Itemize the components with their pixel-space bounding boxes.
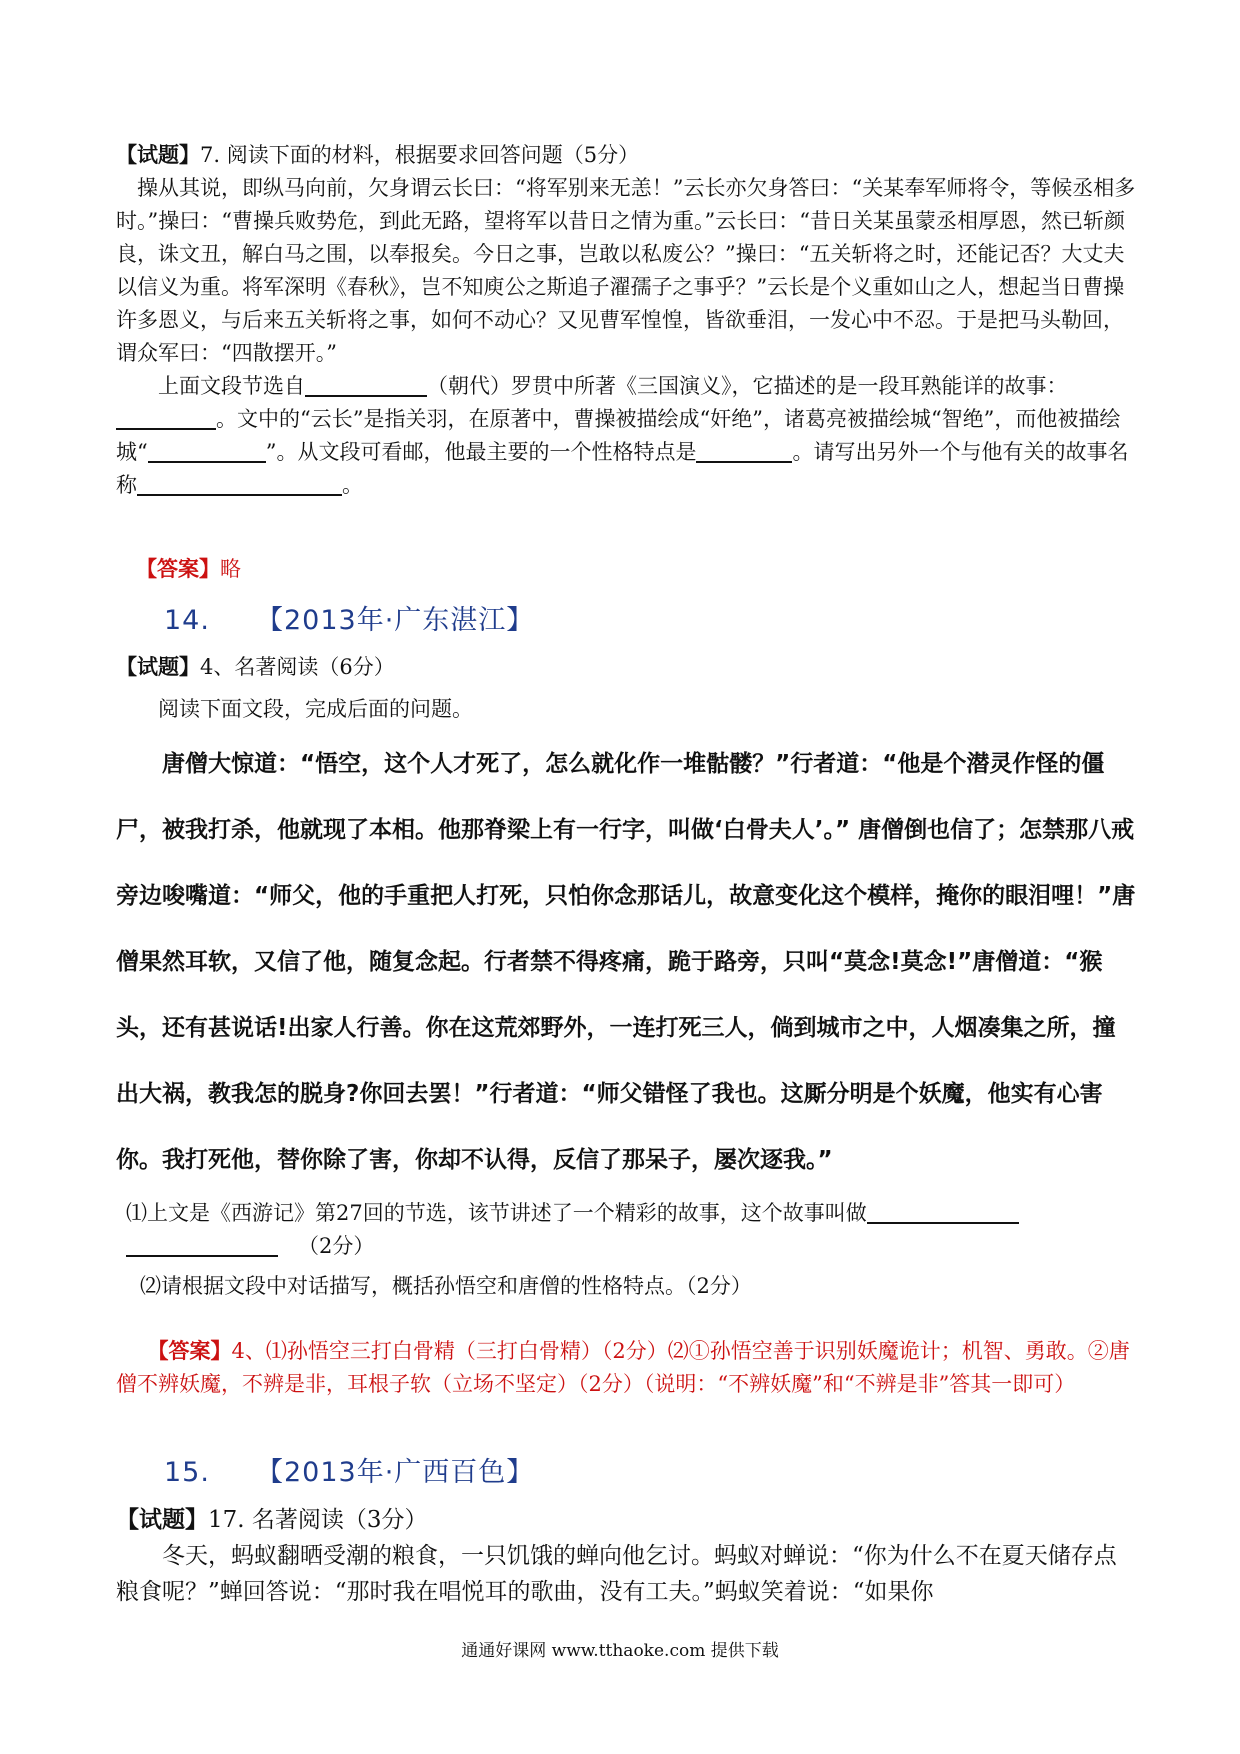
page-footer: 通通好课网 www.tthaoke.com 提供下载 bbox=[461, 1641, 779, 1661]
answer-7: 【答案】略 bbox=[136, 556, 241, 581]
blank-story-name-cont bbox=[126, 1233, 278, 1257]
section-title: 【2013年·广东湛江】 bbox=[256, 605, 535, 636]
question-7 bbox=[116, 138, 1138, 502]
blank-story-name bbox=[137, 472, 342, 496]
question-7-title: 【试题】7. 阅读下面的材料，根据要求回答问题（5分） bbox=[116, 142, 640, 167]
question-4-sub2: ⑵请根据文段中对话描写，概括孙悟空和唐僧的性格特点。（2分） bbox=[140, 1274, 752, 1298]
question-17-passage: 冬天，蚂蚁翻晒受潮的粮食，一只饥饿的蝉向他乞讨。蚂蚁对蝉说：“你为什么不在夏天储存点粮食呢？”蝉回答说：“那时我在唱悦耳的歌曲，没有工夫。”蚂蚁笑着说：“如果你 bbox=[116, 1543, 1117, 1605]
blank-dynasty bbox=[305, 373, 427, 397]
question-label: 【试题】 bbox=[116, 654, 200, 679]
blank-title bbox=[148, 439, 266, 463]
section-number: 14. bbox=[164, 605, 210, 636]
question-label: 【试题】 bbox=[116, 142, 200, 167]
section-title: 【2013年·广西百色】 bbox=[256, 1457, 535, 1488]
question-7-passage: 操从其说，即纵马向前，欠身谓云长曰：“将军别来无恙！”云长亦欠身答曰：“关某奉军师将令，等候丞相多时。”操曰：“曹操兵败势危，到此无路，望将军以昔日之情为重。”云长曰：“昔日关某虽蒙丞相厚恩，然已斩颜良，诛文丑，解白马之围，以奉报矣。今日之事，岂敢以私废公？”操曰：“五关斩将之时，还能记否？大丈夫以信义为重。将军深明《春秋》，岂不知庾公之斯追子濯孺子之事乎？”云长是个义重如山之人，想起当日曹操许多恩义，与后来五关斩将之事，如何不动心？又见曹军惶惶，皆欲垂泪，一发心中不忍。于是把马头勒回，谓众军曰：“四散摆开。” bbox=[116, 176, 1136, 365]
blank-story bbox=[116, 406, 216, 430]
blank-trait bbox=[696, 439, 792, 463]
question-7-prompt: 上面文段节选自 （朝代）罗贯中所著《三国演义》，它描述的是一段耳熟能详的故事：。文中的“云长”是指关羽，在原著中，曹操被描绘成“奸绝”，诸葛亮被描绘城“智绝”，而他被描绘城“ ”。从文段可看邮，他最主要的一个性格特点是 。请写出另外一个与他有关的故事名称 。 bbox=[116, 374, 1129, 497]
blank-story-name bbox=[867, 1200, 1019, 1224]
question-17-title: 【试题】17. 名著阅读（3分） bbox=[116, 1506, 428, 1533]
section-14-heading bbox=[164, 598, 534, 637]
section-number: 15. bbox=[164, 1457, 210, 1488]
section-15-heading bbox=[164, 1450, 534, 1489]
question-4-title: 【试题】4、名著阅读（6分） bbox=[116, 654, 395, 679]
question-4-sub1: ⑴上文是《西游记》第27回的节选，该节讲述了一个精彩的故事，这个故事叫做 （2分） bbox=[126, 1197, 1126, 1263]
question-4-passage: 唐僧大惊道：“悟空，这个人才死了，怎么就化作一堆骷髅？”行者道：“他是个潜灵作怪的僵尸，被我打杀，他就现了本相。他那脊梁上有一行字，叫做‘白骨夫人’。” 唐僧倒也信了；怎禁那八戒旁边唆嘴道：“师父，他的手重把人打死，只怕你念那话儿，故意变化这个模样，掩你的眼泪哩！”唐僧果然耳软，又信了他，随复念起。行者禁不得疼痛，跪于路旁，只叫“莫念!莫念!”唐僧道：“猴头，还有甚说话!出家人行善。你在这荒郊野外，一连打死三人，倘到城市之中，人烟凑集之所，撞出大祸，教我怎的脱身?你回去罢！”行者道：“师父错怪了我也。这厮分明是个妖魔，他实有心害你。我打死他，替你除了害，你却不认得，反信了那呆子，屡次逐我。” bbox=[116, 751, 1136, 1173]
question-label: 【试题】 bbox=[116, 1506, 208, 1533]
question-17 bbox=[116, 1502, 1138, 1610]
answer-4: 【答案】4、⑴孙悟空三打白骨精（三打白骨精）（2分）⑵①孙悟空善于识别妖魔诡计；机智、勇敢。②唐僧不辨妖魔，不辨是非，耳根子软（立场不坚定）（2分）（说明：“不辨妖魔”和“不辨是非”答其一即可） bbox=[116, 1338, 1130, 1396]
question-4-intro: 阅读下面文段，完成后面的问题。 bbox=[158, 697, 473, 721]
